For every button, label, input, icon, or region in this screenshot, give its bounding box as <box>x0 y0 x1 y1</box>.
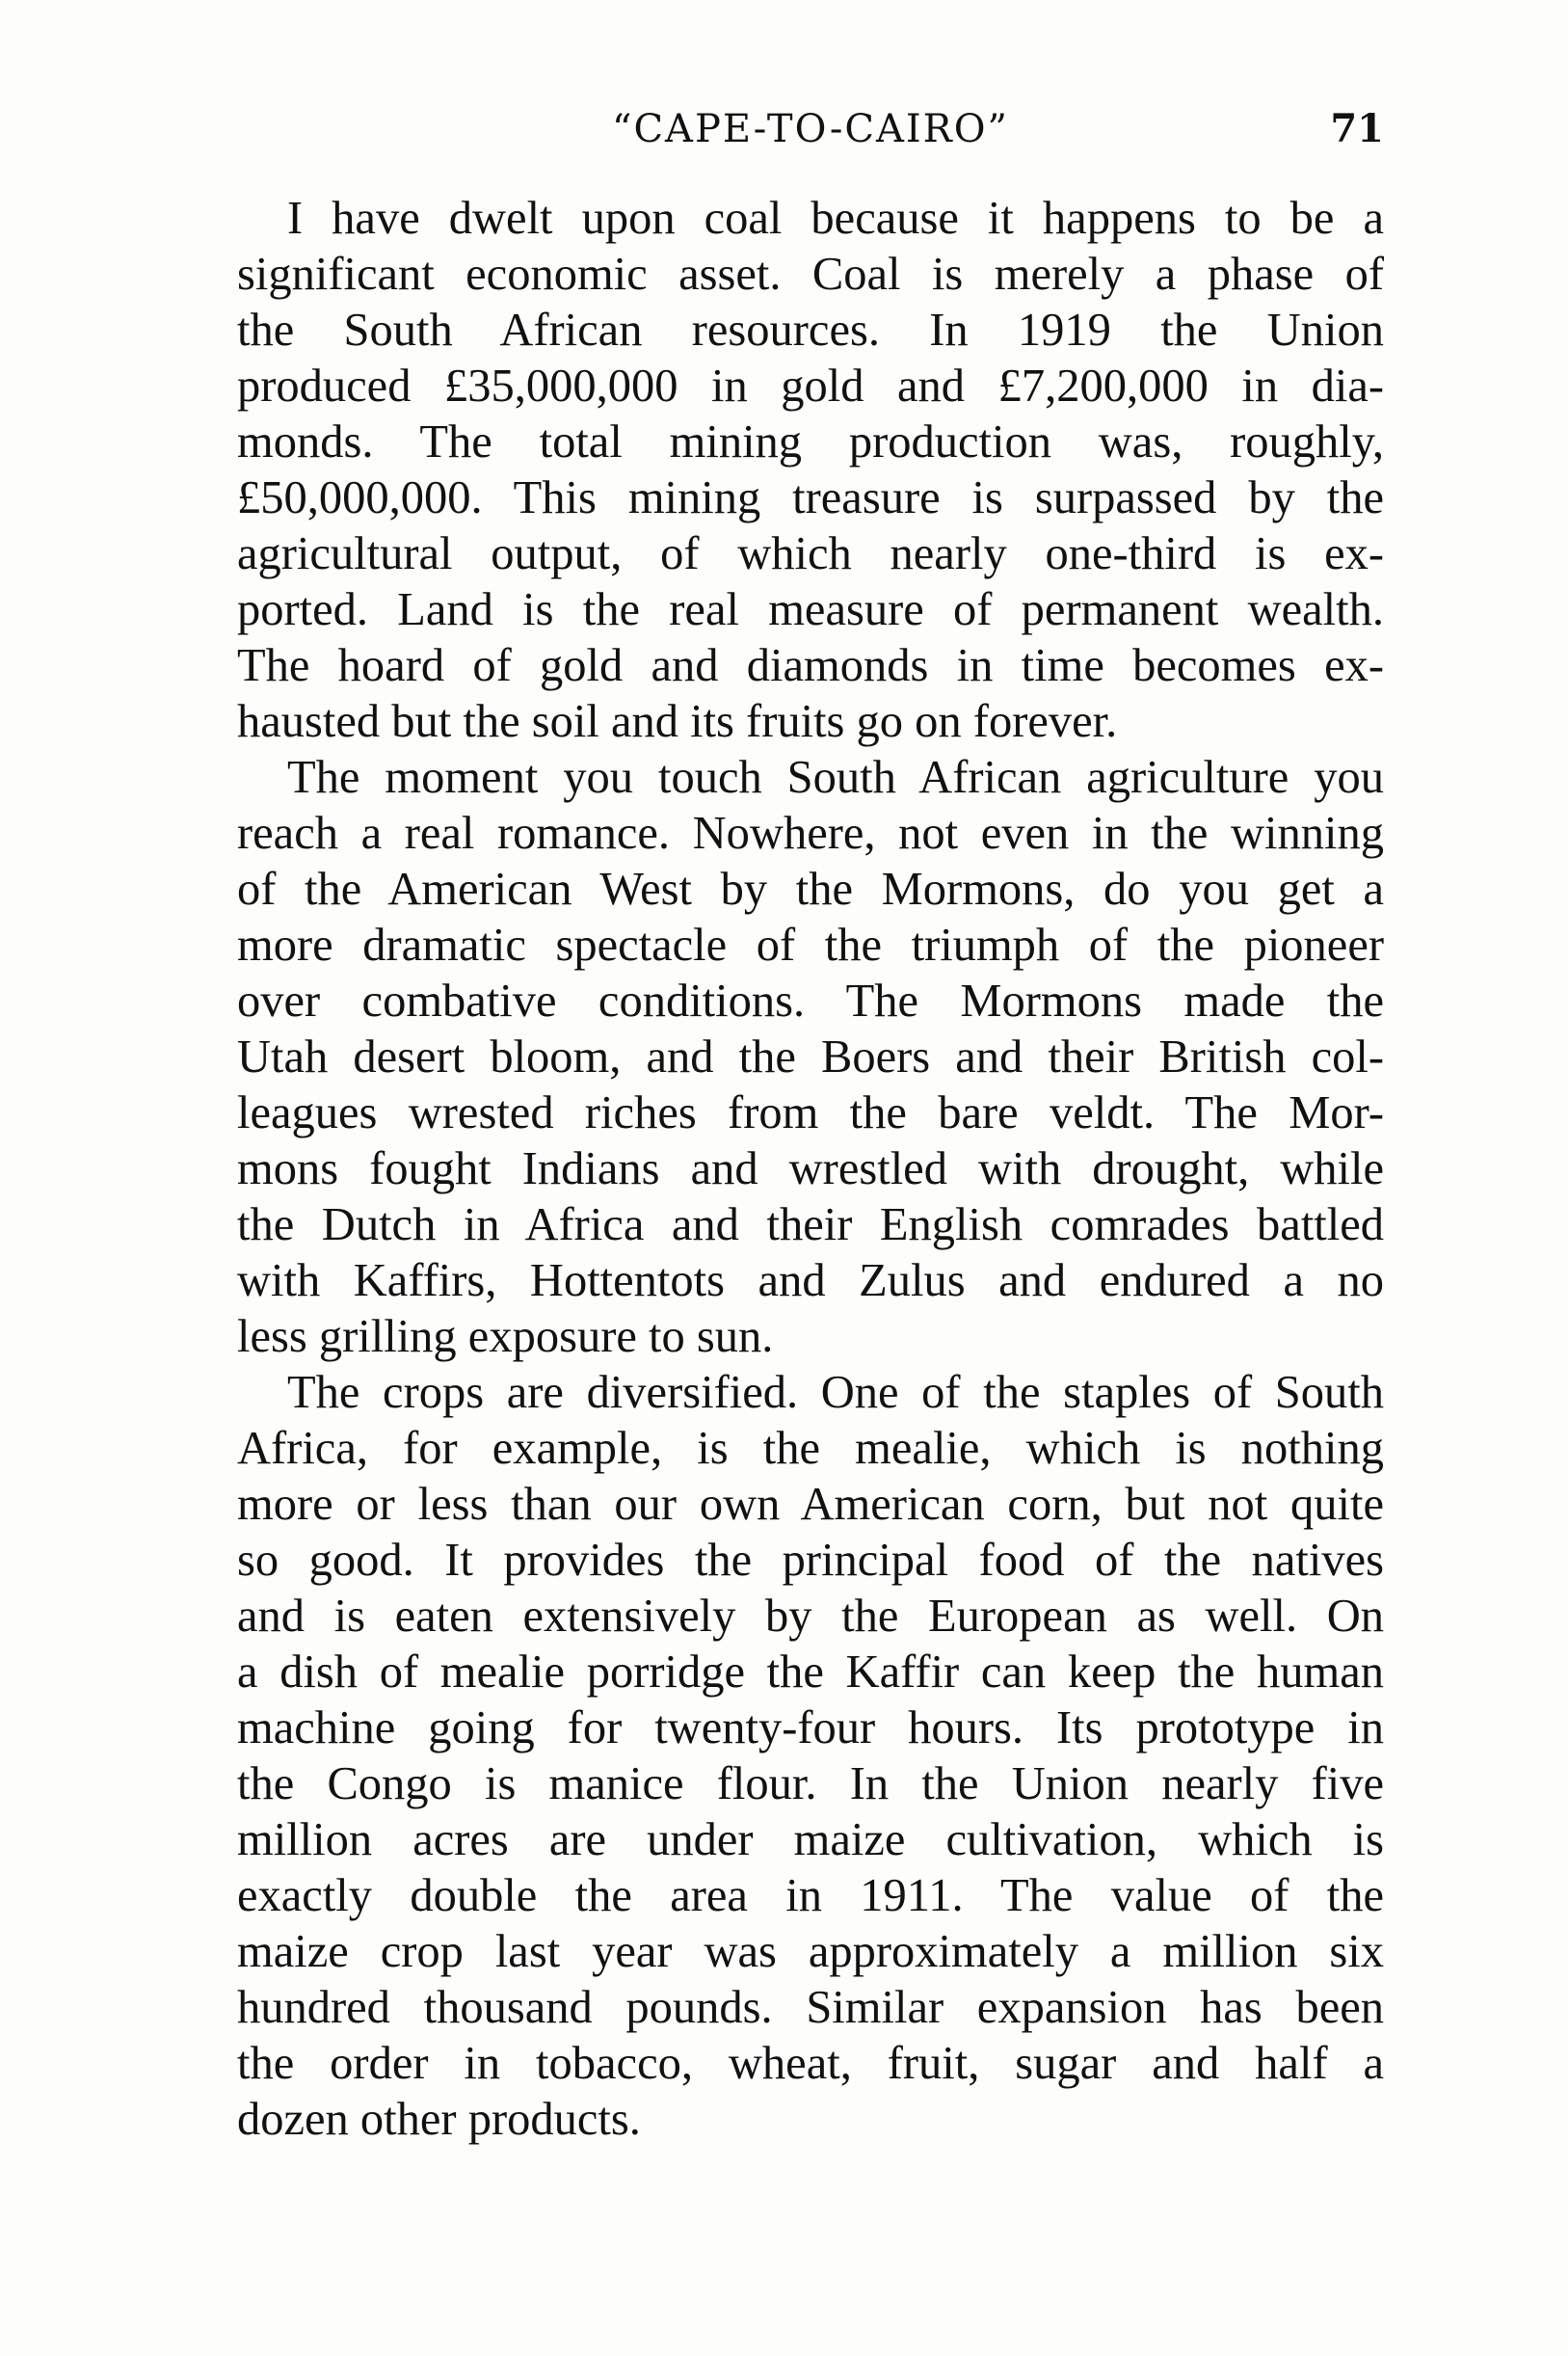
page-number: 71 <box>1330 106 1384 151</box>
text-line: hausted but the soil and its fruits go on forever. <box>237 696 1118 747</box>
text-line: I have dwelt upon coal because it happens to be a <box>287 193 1384 244</box>
text-line: of the American West by the Mormons, do you get a <box>237 864 1384 915</box>
text-line: leagues wrested riches from the bare veldt. The Mor- <box>237 1087 1384 1138</box>
text-line: significant economic asset. Coal is merely a phase of <box>237 249 1385 300</box>
text-line: £50,000,000. This mining treasure is surpassed by the <box>237 472 1384 523</box>
text-line: The crops are diversified. One of the staples of South <box>287 1367 1384 1418</box>
text-line: a dish of mealie porridge the Kaffir can keep the human <box>237 1647 1384 1698</box>
running-title: “CAPE-TO-CAIRO” <box>612 107 1009 151</box>
text-line: million acres are under maize cultivation, which is <box>237 1814 1385 1865</box>
text-line: the South African resources. In 1919 the Union <box>237 305 1384 356</box>
text-line: more or less than our own American corn, but not quite <box>237 1479 1384 1530</box>
text-line: the Congo is manice flour. In the Union nearly five <box>237 1758 1384 1809</box>
text-line: so good. It provides the principal food of the natives <box>237 1535 1385 1586</box>
text-line: machine going for twenty-four hours. Its prototype in <box>237 1702 1385 1754</box>
text-line: The hoard of gold and diamonds in time becomes ex- <box>237 640 1385 691</box>
text-line: more dramatic spectacle of the triumph of the pioneer <box>237 920 1385 971</box>
text-line: the Dutch in Africa and their English comrades battled <box>237 1199 1385 1250</box>
text-line: The moment you touch South African agriculture you <box>287 752 1384 803</box>
running-head <box>237 100 1384 158</box>
text-line: mons fought Indians and wrestled with drought, while <box>237 1143 1384 1194</box>
text-line: the order in tobacco, wheat, fruit, sugar and half a <box>237 2038 1385 2089</box>
text-line: less grilling exposure to sun. <box>237 1311 774 1362</box>
text-line: over combative conditions. The Mormons made the <box>237 976 1385 1027</box>
text-line: Africa, for example, is the mealie, which is nothing <box>237 1423 1384 1474</box>
text-line: monds. The total mining production was, roughly, <box>237 416 1384 468</box>
text-line: produced £35,000,000 in gold and £7,200,000 in dia- <box>237 361 1384 412</box>
paragraph-3 <box>237 1365 1384 2148</box>
text-line: with Kaffirs, Hottentots and Zulus and endured a no <box>237 1255 1385 1306</box>
body-text <box>237 191 1384 2148</box>
paragraph-2 <box>237 750 1384 1365</box>
text-line: maize crop last year was approximately a million six <box>237 1926 1384 1977</box>
paragraph-1 <box>237 191 1384 750</box>
text-line: hundred thousand pounds. Similar expansion has been <box>237 1982 1385 2033</box>
text-line: ported. Land is the real measure of permanent wealth. <box>237 584 1384 635</box>
text-line: agricultural output, of which nearly one-third is ex- <box>237 528 1384 579</box>
text-line: reach a real romance. Nowhere, not even in the winning <box>237 808 1384 859</box>
text-line: and is eaten extensively by the European as well. On <box>237 1591 1384 1642</box>
text-line: exactly double the area in 1911. The value of the <box>237 1870 1385 1921</box>
text-line: dozen other products. <box>237 2094 641 2145</box>
text-line: Utah desert bloom, and the Boers and their British col- <box>237 1031 1384 1083</box>
